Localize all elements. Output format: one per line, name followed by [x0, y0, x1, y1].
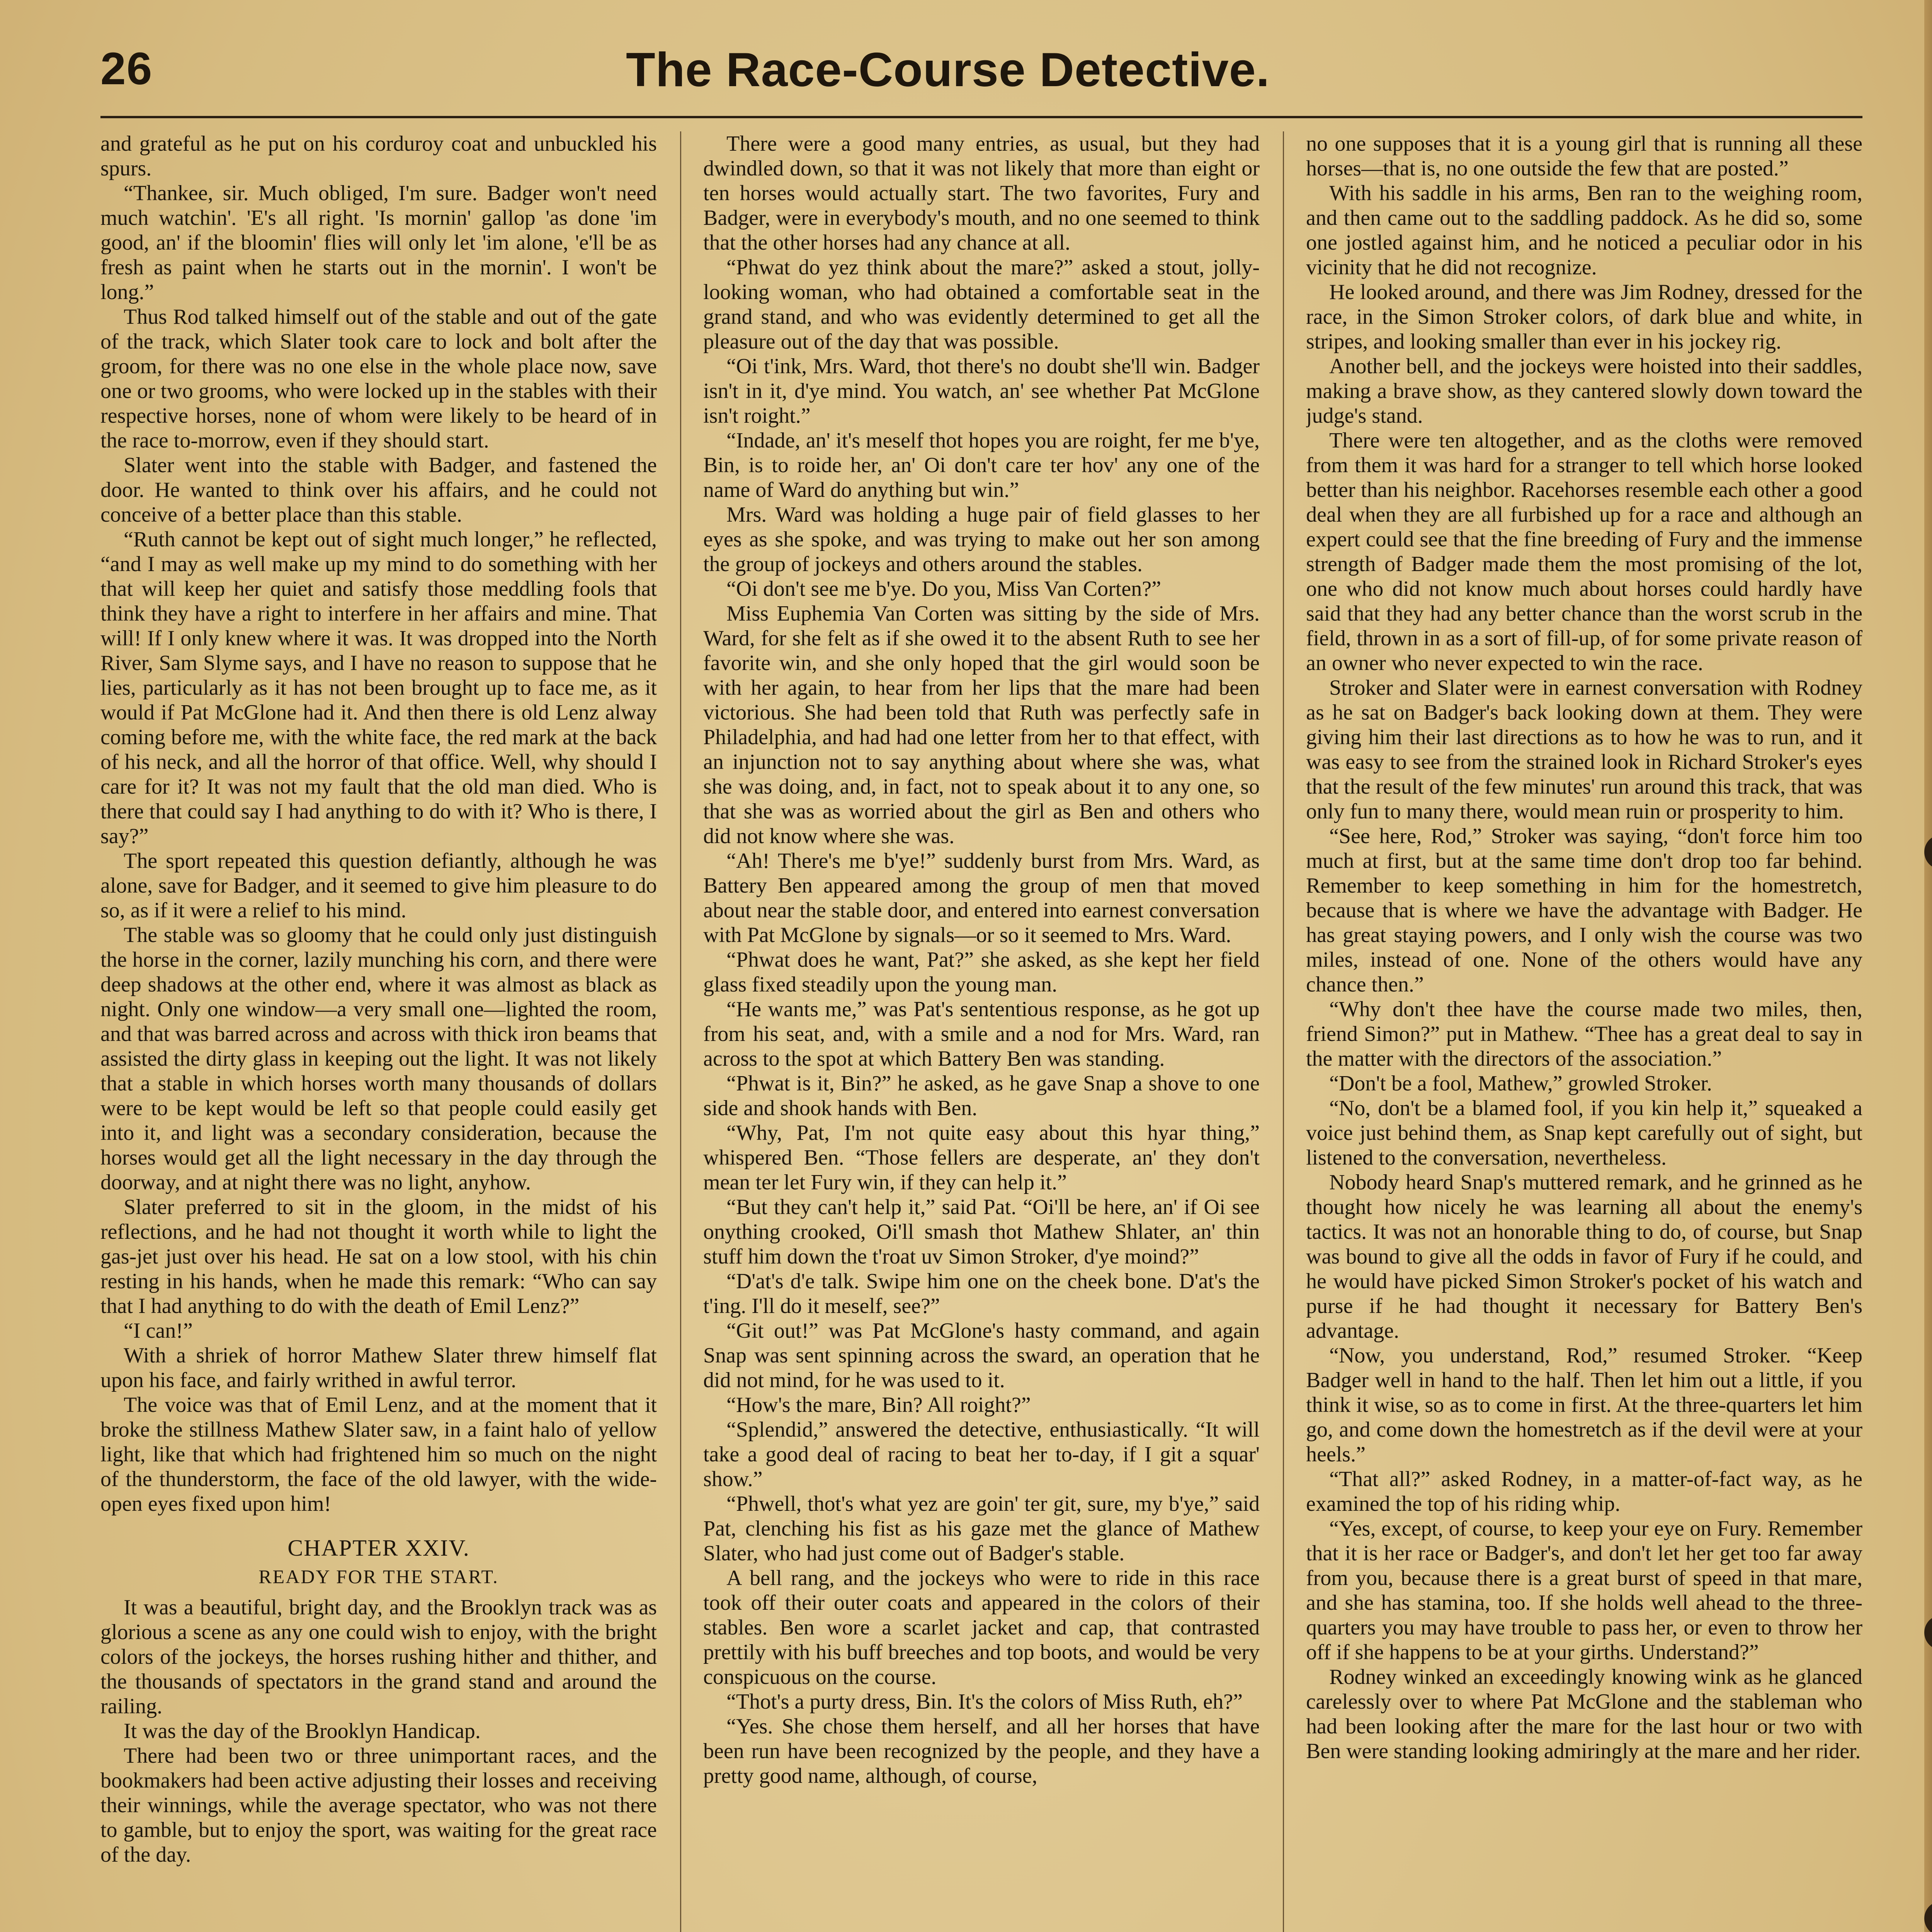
paragraph: It was a beautiful, bright day, and the Brooklyn track was as glorious a scene as any one could wish to enjoy, with the bright colors of the jockeys, the horses rushing hither and thither, and the thousands of spectators in the grand stand and around the railing.: [100, 1595, 657, 1718]
paragraph: Slater preferred to sit in the gloom, in the midst of his reflections, and he had not thought it worth while to light the gas-jet just over his head. He sat on a low stool, with his chin resting in his hands, when he made this remark: “Who can say that I had anything to do with the death of Emil Lenz?”: [100, 1195, 657, 1318]
paragraph: He looked around, and there was Jim Rodney, dressed for the race, in the Simon Stroker colors, of dark blue and white, in stripes, and looking smaller than ever in his jockey rig.: [1306, 280, 1862, 354]
paragraph: “Splendid,” answered the detective, enthusiastically. “It will take a good deal of racing to beat her to-day, if I git a squar' show.”: [703, 1418, 1260, 1491]
binding-tear: [1924, 835, 1932, 869]
paragraph: The sport repeated this question defiantly, although he was alone, save for Badger, and it seemed to give him pleasure to do so, as if it were a relief to his mind.: [100, 849, 657, 922]
chapter-subtitle: READY FOR THE START.: [259, 1566, 499, 1587]
paragraph: “But they can't help it,” said Pat. “Oi'll be here, an' if Oi see onything crooked, Oi'll smash thot Mathew Shlater, an' thin stuff him down the t'roat uv Simon Stroker, d'ye moind?”: [703, 1195, 1260, 1269]
paragraph: “Now, you understand, Rod,” resumed Stroker. “Keep Badger well in hand to the half. Then let him out a little, if you think it wise, so as to come in first. At the three-quarters let him go, and come down the homestretch as if the devil were at your heels.”: [1306, 1344, 1862, 1466]
paragraph: Slater went into the stable with Badger, and fastened the door. He wanted to think over his affairs, and he could not conceive of a better place than this stable.: [100, 453, 657, 527]
paragraph: Thus Rod talked himself out of the stable and out of the gate of the track, which Slater took care to lock and bolt after the groom, for there was no one else in the whole place now, save one or two grooms, who were locked up in the stables with their respective horses, none of whom were likely to be heard of in the race to-morrow, even if they should start.: [100, 305, 657, 452]
paragraph: “Git out!” was Pat McGlone's hasty command, and again Snap was sent spinning across the sward, an operation that he did not mind, for he was used to it.: [703, 1319, 1260, 1392]
paragraph: There were a good many entries, as usual, but they had dwindled down, so that it was not likely that more than eight or ten horses would actually start. The two favorites, Fury and Badger, were in everybody's mouth, and no one seemed to think that the other horses had any chance at all.: [703, 132, 1260, 255]
paragraph: “I can!”: [124, 1319, 193, 1343]
paragraph: no one supposes that it is a young girl that is running all these horses—that is, no one outside the few that are posted.”: [1306, 132, 1862, 180]
column-2: [703, 131, 1260, 1932]
paragraph: “How's the mare, Bin? All roight?”: [726, 1393, 1031, 1417]
paragraph: Miss Euphemia Van Corten was sitting by the side of Mrs. Ward, for she felt as if she owed it to the absent Ruth to see her favorite win, and she only hoped that the girl would soon be with her again, to hear from her lips that the mare had been victorious. She had been told that Ruth was perfectly safe in Philadelphia, and had had one letter from her to that effect, with an injunction not to say anything about where she was, what she was doing, and, in fact, not to speak about it to any one, so that she was as worried about the girl as Ben and others who did not know where she was.: [703, 602, 1260, 848]
running-title: The Race-Course Detective.: [626, 43, 1270, 97]
paragraph: “See here, Rod,” Stroker was saying, “don't force him too much at first, but at the same time don't drop too far behind. Remember to keep something in him for the homestretch, because that is where we have the advantage with Badger. He has great staying powers, and I only wish the course was two miles, instead of one. None of the others would have any chance then.”: [1306, 824, 1862, 997]
paragraph: Stroker and Slater were in earnest conversation with Rodney as he sat on Badger's back looking down at them. They were giving him their last directions as to how he was to run, and it was easy to see from the strained look in Richard Stroker's eyes that the result of the few minutes' run around this track, that was only fun to many there, would mean ruin or prosperity to him.: [1306, 676, 1862, 823]
paragraph: “Yes, except, of course, to keep your eye on Fury. Remember that it is her race or Badger's, and don't let her get too far away from you, because there is a great burst of speed in that mare, and she has stamina, too. If she holds well ahead to the three-quarters you may have trouble to pass her, or even to throw her off if she happens to be at your girths. Understand?”: [1306, 1517, 1862, 1664]
paragraph: Another bell, and the jockeys were hoisted into their saddles, making a brave show, as they cantered slowly down toward the judge's stand.: [1306, 354, 1862, 428]
paragraph: “Thankee, sir. Much obliged, I'm sure. Badger won't need much watchin'. 'E's all right. 'Is mornin' gallop 'as done 'im good, an' if the bloomin' flies will only let 'im alone, 'e'll be as fresh as paint when he starts out in the mornin'. I won't be long.”: [100, 181, 657, 304]
paragraph: “Don't be a fool, Mathew,” growled Stroker.: [1329, 1071, 1712, 1095]
paragraph: There were ten altogether, and as the cloths were removed from them it was hard for a stranger to tell which horse looked better than his neighbor. Racehorses resemble each other a good deal when they are all furbished up for a race and although an expert could see that the fine breeding of Fury and the immense strength of Badger made them the most promising of the lot, one who did not know much about horses could hardly have said that they had any better chance than the worst scrub in the field, thrown in as a sort of fill-up, of for some private reason of an owner who never expected to win the race.: [1306, 429, 1862, 675]
paragraph: It was the day of the Brooklyn Handicap.: [124, 1719, 481, 1743]
paragraph: “He wants me,” was Pat's sententious response, as he got up from his seat, and, with a smile and a nod for Mrs. Ward, ran across to the spot at which Battery Ben was standing.: [703, 997, 1260, 1071]
paragraph: “Why don't thee have the course made two miles, then, friend Simon?” put in Mathew. “Thee has a great deal to say in the matter with the directors of the association.”: [1306, 997, 1862, 1071]
paragraph: “Oi don't see me b'ye. Do you, Miss Van Corten?”: [726, 577, 1161, 601]
paragraph: “Phwat does he want, Pat?” she asked, as she kept her field glass fixed steadily upon the young man.: [703, 948, 1260, 997]
page-header: [100, 35, 1862, 112]
paragraph: With his saddle in his arms, Ben ran to the weighing room, and then came out to the saddling paddock. As he did so, some one jostled against him, and he noticed a peculiar odor in his vicinity that he did not recognize.: [1306, 181, 1862, 279]
paragraph: “Phwat is it, Bin?” he asked, as he gave Snap a shove to one side and shook hands with Ben.: [703, 1071, 1260, 1120]
paragraph: “No, don't be a blamed fool, if you kin help it,” squeaked a voice just behind them, as Snap kept carefully out of sight, but listened to the conversation, nevertheless.: [1306, 1096, 1862, 1170]
paragraph: Mrs. Ward was holding a huge pair of field glasses to her eyes as she spoke, and was trying to make out her son among the group of jockeys and others around the stables.: [703, 503, 1260, 576]
page-number: 26: [100, 43, 153, 94]
paragraph: “Oi t'ink, Mrs. Ward, thot there's no doubt she'll win. Badger isn't in it, d'ye mind. You watch, an' see whether Pat McGlone isn't roight.”: [703, 354, 1260, 428]
paragraph: “Phwell, thot's what yez are goin' ter git, sure, my b'ye,” said Pat, clenching his fist as his gaze met the glance of Mathew Slater, who had just come out of Badger's stable.: [703, 1492, 1260, 1565]
paragraph: “Indade, an' it's meself thot hopes you are roight, fer me b'ye, Bin, is to roide her, an' Oi don't care ter hov' any one of the name of Ward do anything but win.”: [703, 429, 1260, 502]
paragraph: “Thot's a purty dress, Bin. It's the colors of Miss Ruth, eh?”: [726, 1690, 1243, 1714]
text-columns: [100, 131, 1862, 1932]
binding-tear: [1924, 1615, 1932, 1650]
page-binding: [1924, 0, 1932, 1932]
paragraph: The stable was so gloomy that he could only just distinguish the horse in the corner, lazily munching his corn, and there were deep shadows at the other end, where it was almost as black as night. Only one window—a very small one—lighted the room, and that was barred across and across with thick iron beams that assisted the dirty glass in keeping out the light. It was not likely that a stable in which horses worth many thousands of dollars were to be kept would be left so that people could easily get into it, and light was a secondary consideration, because the horses would get all the light necessary in the day through the doorway, and at night there was no light, anyhow.: [100, 923, 657, 1194]
paragraph: Rodney winked an exceedingly knowing wink as he glanced carelessly over to where Pat McGlone and the stableman who had been looking after the mare for the last hour or two with Ben were standing looking admiringly at the mare and her rider.: [1306, 1665, 1862, 1763]
header-rule: [100, 116, 1862, 118]
paragraph: “D'at's d'e talk. Swipe him one on the cheek bone. D'at's the t'ing. I'll do it meself, see?”: [703, 1269, 1260, 1318]
column-divider: [1283, 131, 1284, 1932]
column-1: [100, 131, 657, 1932]
chapter-heading: CHAPTER XXIV.: [287, 1535, 470, 1561]
paragraph: “That all?” asked Rodney, in a matter-of-fact way, as he examined the top of his riding whip.: [1306, 1467, 1862, 1516]
paragraph: “Yes. She chose them herself, and all her horses that have been run have been recognized by the people, and they have a pretty good name, although, of course,: [703, 1714, 1260, 1788]
paragraph: “Why, Pat, I'm not quite easy about this hyar thing,” whispered Ben. “Those fellers are desperate, an' they don't mean ter let Fury win, if they can help it.”: [703, 1121, 1260, 1194]
paragraph: There had been two or three unimportant races, and the bookmakers had been active adjusting their losses and receiving their winnings, while the average spectator, who was not there to gamble, but to enjoy the sport, was waiting for the great race of the day.: [100, 1744, 657, 1867]
column-divider: [680, 131, 681, 1932]
paragraph: “Ah! There's me b'ye!” suddenly burst from Mrs. Ward, as Battery Ben appeared among the group of men that moved about near the stable door, and entered into earnest conversation with Pat McGlone by signals—or so it seemed to Mrs. Ward.: [703, 849, 1260, 947]
paragraph: “Phwat do yez think about the mare?” asked a stout, jolly-looking woman, who had obtained a comfortable seat in the grand stand, and who was evidently determined to get all the pleasure out of the day that was possible.: [703, 255, 1260, 354]
binding-tear: [1924, 1901, 1932, 1932]
paragraph: Nobody heard Snap's muttered remark, and he grinned as he thought how nicely he was learning all about the enemy's tactics. It was not an honorable thing to do, of course, but Snap was bound to give all the odds in favor of Fury if he could, and he would have picked Simon Stroker's pocket of his watch and purse if he had thought it necessary for Battery Ben's advantage.: [1306, 1170, 1862, 1343]
paragraph: The voice was that of Emil Lenz, and at the moment that it broke the stillness Mathew Slater saw, in a faint halo of yellow light, like that which had frightened him so much on the night of the thunderstorm, the face of the old lawyer, with the wide-open eyes fixed upon him!: [100, 1393, 657, 1516]
paragraph: “Ruth cannot be kept out of sight much longer,” he reflected, “and I may as well make up my mind to do something with her that will keep her quiet and satisfy those meddling fools that think they have a right to interfere in her affairs and mine. That will! If I only knew where it was. It was dropped into the North River, Sam Slyme says, and I have no reason to suppose that he lies, particularly as it has not been brought up to face me, as it would if Pat McGlone had it. And then there is old Lenz alway coming before me, with the white face, the red mark at the back of his neck, and all the horror of that office. Well, why should I care for it? It was not my fault that the old man died. Who is there that could say I had anything to do with it? Who is there, I say?”: [100, 527, 657, 848]
column-3: [1306, 131, 1862, 1932]
paragraph: and grateful as he put on his corduroy coat and unbuckled his spurs.: [100, 132, 657, 180]
paragraph: With a shriek of horror Mathew Slater threw himself flat upon his face, and fairly writhed in awful terror.: [100, 1344, 657, 1392]
paragraph: A bell rang, and the jockeys who were to ride in this race took off their outer coats and appeared in the colors of their stables. Ben wore a scarlet jacket and cap, that contrasted prettily with his buff breeches and top boots, and would be very conspicuous on the course.: [703, 1566, 1260, 1689]
